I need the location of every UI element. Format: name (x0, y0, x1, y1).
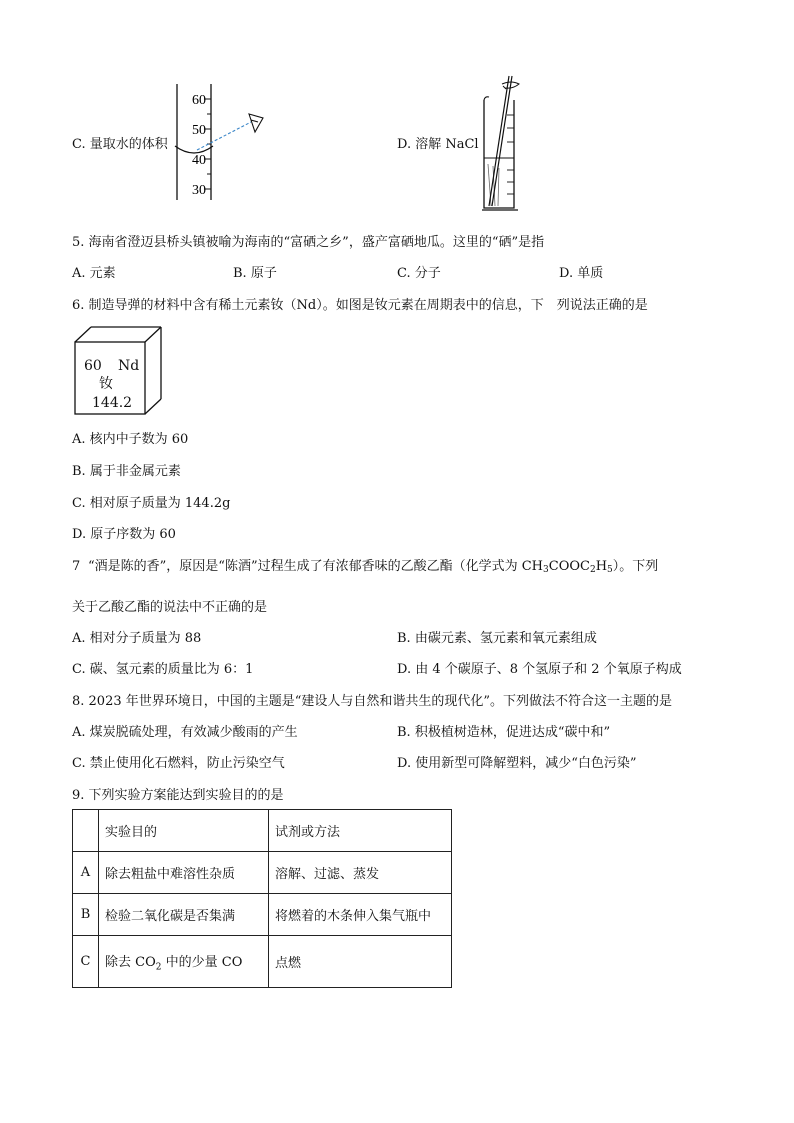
q7-option-a: A. 相对分子质量为 88 (72, 631, 202, 646)
table-header-cell: 实验目的 (99, 810, 269, 852)
q8-option-a: A. 煤炭脱硫处理，有效减少酸雨的产生 (72, 725, 298, 740)
table-cell-method: 溶解、过滤、蒸发 (269, 852, 452, 894)
q8-option-c: C. 禁止使用化石燃料，防止污染空气 (72, 756, 285, 771)
element-atomic-mass: 144.2 (92, 395, 133, 411)
glass-rod (489, 76, 509, 206)
table-row (73, 894, 452, 936)
table-header-cell (73, 810, 99, 852)
q5-option-c: C. 分子 (397, 266, 441, 281)
table-cell-method: 点燃 (269, 936, 452, 988)
q9-stem: 9. 下列实验方案能达到实验目的的是 (72, 788, 284, 803)
scale-label-50: 50 (192, 123, 206, 138)
q6-stem: 6. 制造导弹的材料中含有稀土元素钕（Nd）。如图是钕元素在周期表中的信息，下 列说法正确的是 (72, 298, 648, 313)
element-symbol: Nd (118, 358, 140, 374)
q7-option-b: B. 由碳元素、氢元素和氧元素组成 (397, 631, 597, 646)
table-row (73, 852, 452, 894)
q7-stem: “酒是陈的香”，原因是“陈酒”过程生成了有浓郁香味的乙酸乙酯（化学式为 $CH_3COOC_2H_5$）。下列 (88, 559, 659, 575)
table-cell-goal: 除去 $CO_2$ 中的少量 CO (99, 936, 269, 988)
table-cell-goal: 除去粗盐中难溶性杂质 (99, 852, 269, 894)
q4-option-c-label: C. 量取水的体积 (72, 137, 168, 152)
q5-option-b: B. 原子 (233, 266, 277, 281)
element-name: 钕 (99, 376, 113, 392)
beaker-glass-rod-figure (472, 70, 532, 218)
table-cell-goal: 检验二氧化碳是否集满 (99, 894, 269, 936)
q6-option-a: A. 核内中子数为 60 (72, 432, 189, 447)
table-row (73, 936, 452, 988)
q7-stem-line2: 关于乙酸乙酯的说法中不正确的是 (72, 600, 268, 615)
q4-option-d-label: D. 溶解 NaCl (397, 137, 479, 152)
scale-label-60: 60 (192, 93, 206, 108)
graduated-cylinder-reading-figure (165, 82, 275, 204)
q8-option-d: D. 使用新型可降解塑料，减少“白色污染” (397, 756, 637, 771)
q6-option-b: B. 属于非金属元素 (72, 464, 181, 479)
element-atomic-number: 60 (84, 358, 102, 374)
q8-stem: 8. 2023 年世界环境日，中国的主题是“建设人与自然和谐共生的现代化”。下列做法不符合这一主题的是 (72, 694, 673, 709)
table-header-cell: 试剂或方法 (269, 810, 452, 852)
q8-option-b: B. 积极植树造林，促进达成“碳中和” (397, 725, 611, 740)
scale-label-30: 30 (192, 183, 206, 198)
q7-option-d: D. 由 4 个碳原子、8 个氢原子和 2 个氧原子构成 (397, 662, 682, 677)
q5-stem: 5. 海南省澄迈县桥头镇被喻为海南的“富硒之乡”，盛产富硒地瓜。这里的“硒”是指 (72, 235, 545, 250)
q6-option-d: D. 原子序数为 60 (72, 527, 176, 542)
q6-option-c: C. 相对原子质量为 144.2g (72, 496, 231, 511)
table-cell-method: 将燃着的木条伸入集气瓶中 (269, 894, 452, 936)
scale-label-40: 40 (192, 153, 206, 168)
table-header-row (73, 810, 452, 852)
eye-icon (249, 114, 263, 132)
table-cell-key: A (73, 852, 99, 894)
meniscus-curve (175, 146, 213, 153)
experiment-table (72, 809, 452, 988)
q7-number: 7 (72, 559, 81, 574)
q5-option-a: A. 元素 (72, 266, 116, 281)
q7-option-c: C. 碳、氢元素的质量比为 6：1 (72, 662, 254, 677)
table-cell-key: C (73, 936, 99, 988)
q5-option-d: D. 单质 (559, 266, 604, 281)
table-cell-key: B (73, 894, 99, 936)
